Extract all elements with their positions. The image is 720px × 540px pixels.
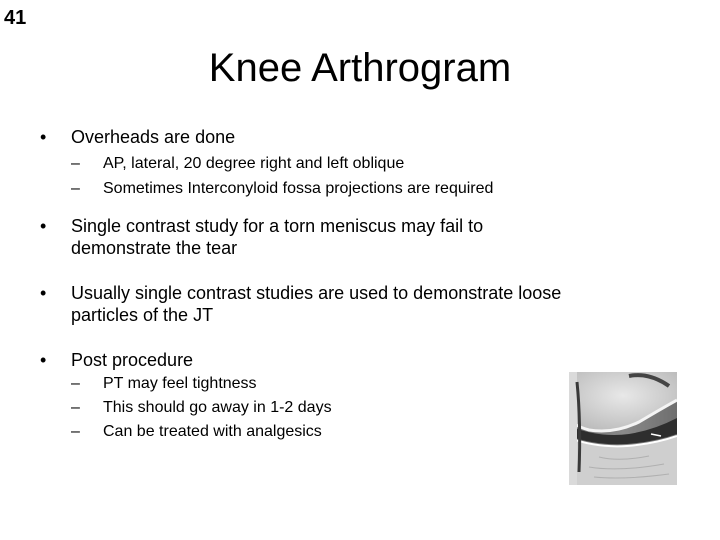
sub-bullet (71, 151, 680, 176)
xray-drawing (569, 372, 677, 485)
bullet-overheads (40, 126, 680, 148)
dash-mark: – (71, 180, 80, 197)
slide-number: 41 (4, 7, 27, 29)
sub-list-overheads (71, 151, 680, 201)
sub-bullet-text: AP, lateral, 20 degree right and left oblique (103, 155, 405, 172)
dash-mark: – (71, 399, 80, 416)
bullet-text-line: particles of the JT (71, 305, 214, 325)
slide-title: Knee Arthrogram (208, 46, 512, 90)
bullet-text: Post procedure (71, 350, 194, 370)
bullet-mark: • (40, 216, 47, 236)
bullet-text-line: demonstrate the tear (71, 238, 238, 258)
bullet-mark: • (40, 350, 47, 370)
bullet-single-contrast (40, 215, 680, 259)
bullet-post-procedure (40, 349, 680, 371)
bullet-mark: • (40, 283, 47, 303)
sub-bullet-text: Sometimes Interconyloid fossa projections are required (103, 180, 494, 197)
dash-mark: – (71, 155, 80, 172)
bullet-text-line: Usually single contrast studies are used to demonstrate loose (71, 283, 562, 303)
sub-bullet-text: This should go away in 1-2 days (103, 399, 332, 416)
bullet-loose-particles (40, 282, 680, 326)
bullet-text-line: Single contrast study for a torn meniscus may fail to (71, 216, 484, 236)
sub-bullet (71, 176, 680, 201)
dash-mark: – (71, 375, 80, 392)
sub-bullet-text: PT may feel tightness (103, 375, 257, 392)
bullet-text: Overheads are done (71, 127, 236, 147)
bullet-mark: • (40, 127, 47, 147)
dash-mark: – (71, 423, 80, 440)
sub-bullet-text: Can be treated with analgesics (103, 423, 322, 440)
knee-arthrogram-xray-image (569, 372, 677, 485)
